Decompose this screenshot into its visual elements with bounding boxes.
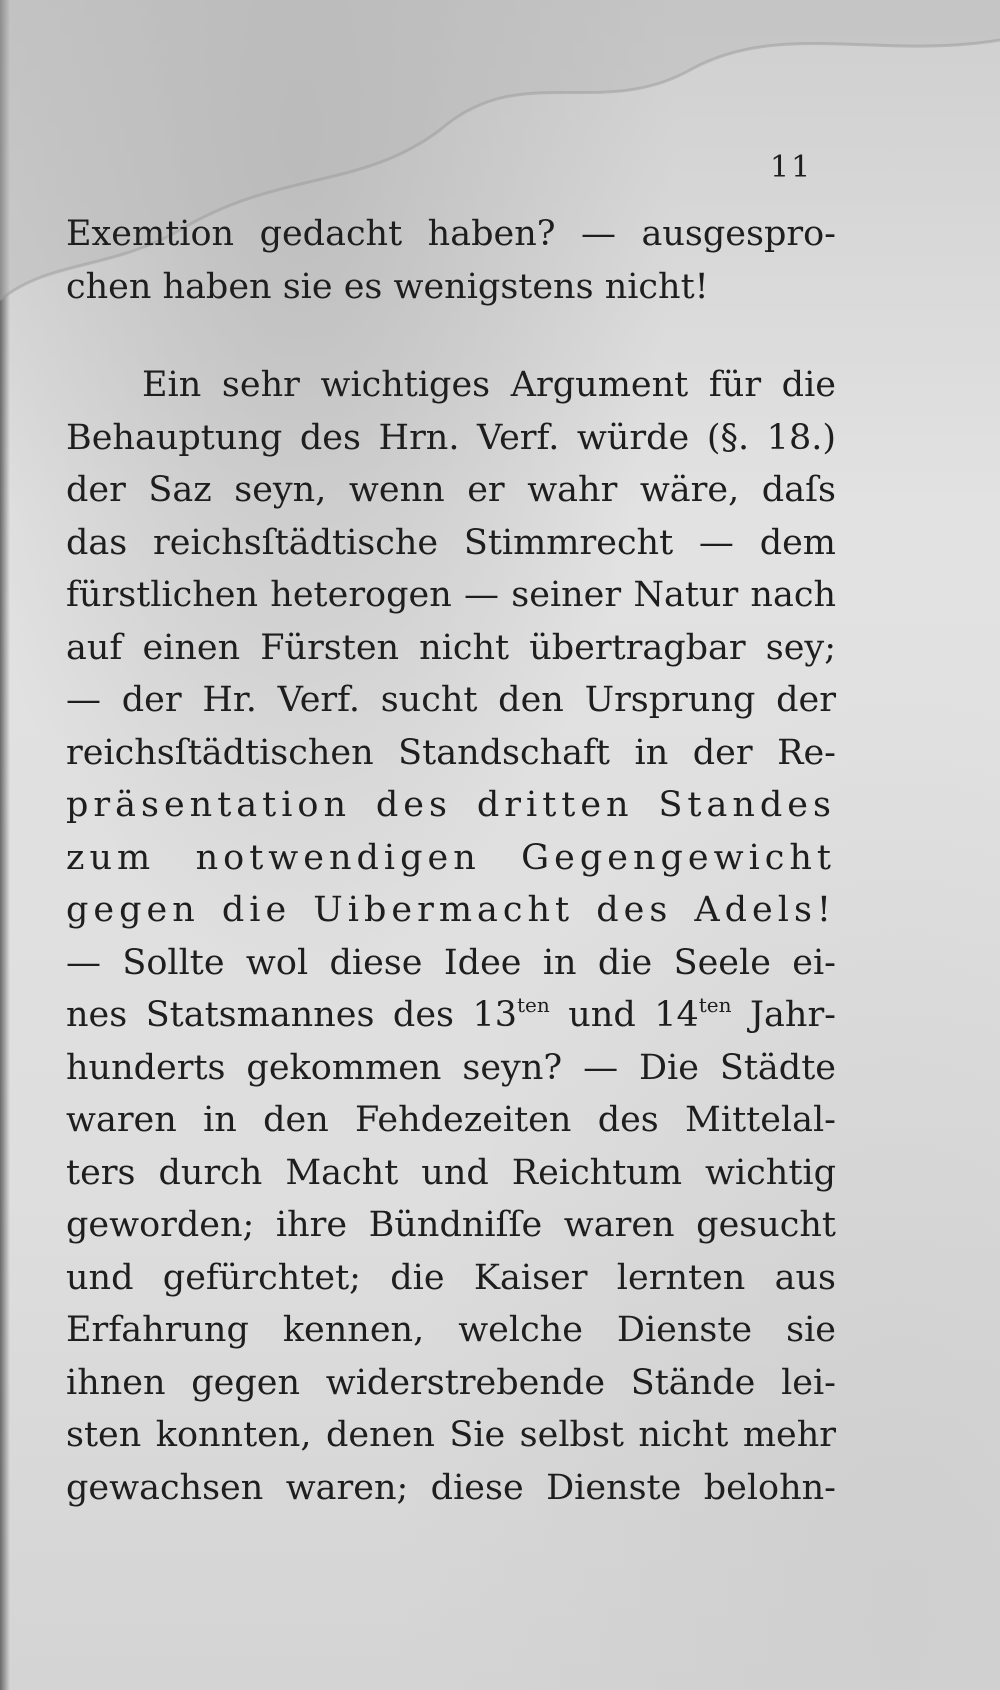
body-text [66, 208, 836, 1514]
text-line: auf einen Fürsten nicht übertragbar sey; [66, 627, 836, 668]
text-line: waren in den Fehdezeiten des Mittelal- [66, 1100, 836, 1140]
text-line: Behauptung des Hrn. Verf. würde (§. 18.) [66, 417, 836, 458]
text-line: und gefürchtet; die Kaiser lernten aus [66, 1257, 836, 1298]
text-line-spaced: gegen die Uibermacht des Adels! [66, 890, 836, 930]
paragraph-gap [66, 313, 836, 359]
text-line: fürstlichen heterogen — seiner Natur nach [66, 575, 836, 615]
text-line-spaced: zum notwendigen Gegengewicht [66, 837, 836, 878]
text-line: ihnen gegen widerstrebende Stände lei- [66, 1362, 836, 1403]
text-line: das reichsſtädtische Stimmrecht — dem [66, 522, 836, 563]
page-edge-shadow [0, 0, 10, 1690]
text-line: Ein sehr wichtiges Argument für die [142, 365, 836, 405]
text-line: hunderts gekommen seyn? — Die Städte [66, 1047, 836, 1088]
text-line: chen haben sie es wenigstens nicht! [66, 266, 709, 307]
paragraph-1 [66, 208, 836, 313]
text-line: Erfahrung kennen, welche Dienste sie [66, 1310, 836, 1350]
text-span: nes Statsmannes des 13 [66, 995, 518, 1035]
text-line: sten konnten, denen Sie selbst nicht mehr [66, 1415, 836, 1455]
text-line: reichsſtädtischen Standschaft in der Re- [66, 732, 836, 773]
text-line: — der Hr. Verf. sucht den Ursprung der [66, 680, 836, 720]
text-line: gewachsen waren; diese Dienste belohn- [66, 1467, 836, 1508]
text-line: — Sollte wol diese Idee in die Seele ei- [66, 942, 836, 983]
text-line-century [66, 989, 836, 1042]
text-span: und 14 [549, 995, 699, 1035]
text-span: Jahr- [731, 995, 837, 1035]
text-line: geworden; ihre Bündniſſe waren gesucht [66, 1205, 836, 1245]
text-line-spaced: präsentation des dritten Standes [66, 785, 836, 825]
superscript: ten [517, 993, 550, 1017]
text-line: Exemtion gedacht haben? — ausgespro- [66, 214, 836, 254]
text-line: ters durch Macht und Reichtum wichtig [66, 1152, 836, 1193]
text-line: der Saz seyn, wenn er wahr wäre, daſs [66, 470, 836, 510]
paragraph-2 [66, 359, 836, 1514]
superscript: ten [698, 993, 732, 1017]
page-number: 11 [770, 150, 813, 185]
